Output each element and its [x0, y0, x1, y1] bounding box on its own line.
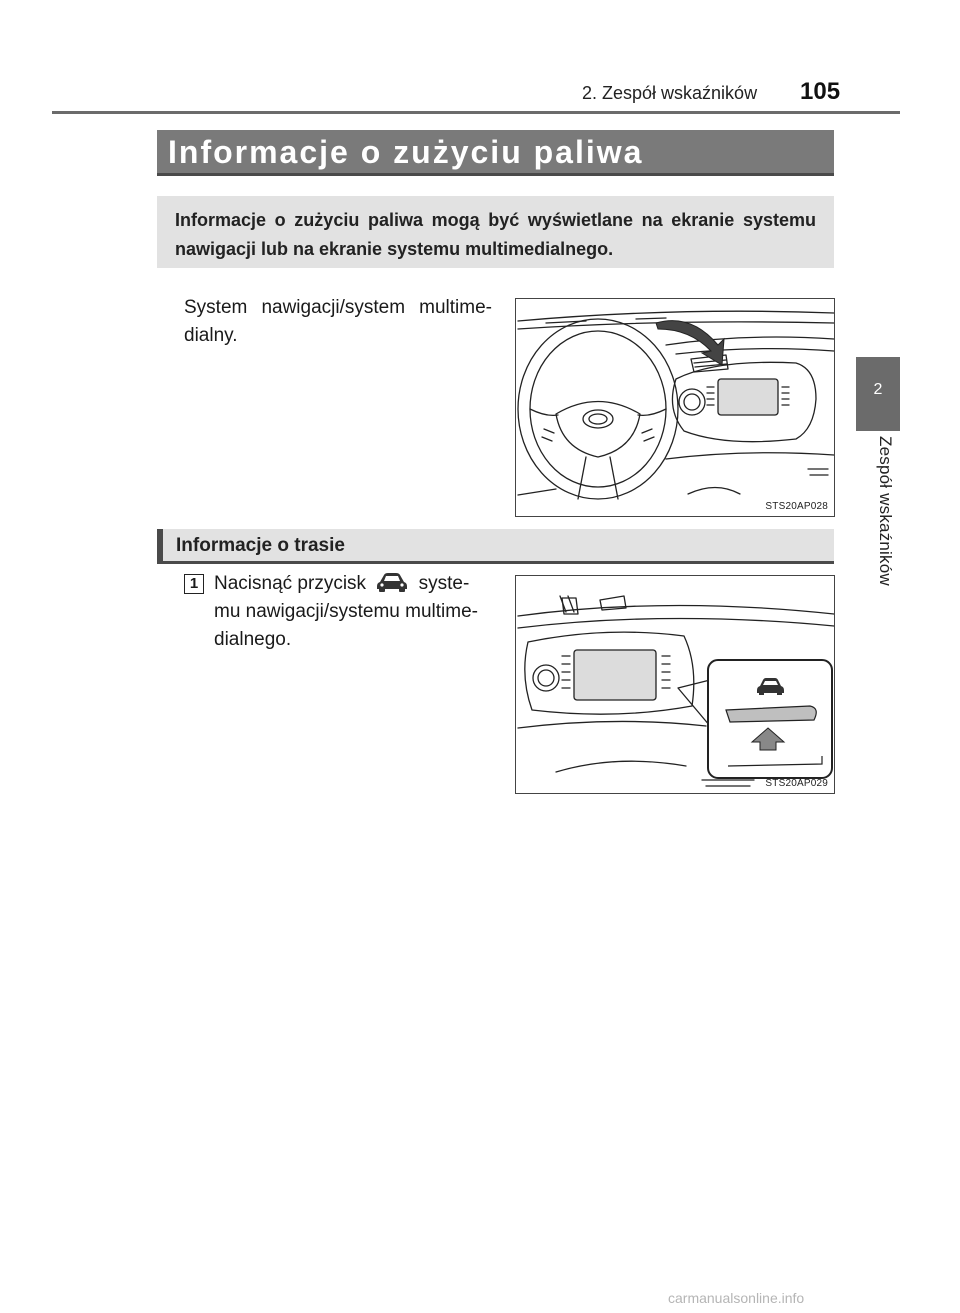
system-paragraph: System nawigacji/system multime-dialny. — [184, 297, 492, 346]
step-text — [214, 570, 492, 654]
step-text-before: Nacisnąć przycisk — [214, 573, 367, 594]
watermark: carmanualsonline.info — [668, 1290, 805, 1306]
step-number: 1 — [184, 574, 204, 594]
head-unit-figure — [515, 575, 835, 794]
chapter-tab-label: Zespół wskaźników — [876, 436, 895, 586]
chapter-title: 2. Zespół wskaźników — [582, 83, 758, 103]
step-text-after: syste-mu nawigacji/systemu multime-dialnego. — [214, 573, 478, 650]
dashboard-figure — [515, 298, 835, 517]
page-number: 105 — [800, 78, 841, 105]
intro-box — [157, 196, 834, 268]
figure-code: STS20AP028 — [765, 501, 828, 512]
chapter-tab-number: 2 — [873, 381, 883, 398]
chapter-tab — [856, 357, 900, 431]
car-icon — [375, 571, 409, 593]
head-unit-illustration — [516, 576, 835, 794]
section-title-bar — [157, 130, 834, 176]
dashboard-illustration — [516, 299, 835, 517]
section-title: Informacje o zużyciu paliwa — [168, 134, 644, 170]
header-divider — [52, 111, 900, 114]
intro-text: Informacje o zużyciu paliwa mogą być wyświetlane na ekranie systemu nawigacji lub na ekranie systemu multimedialnego. — [175, 210, 816, 259]
subsection-title: Informacje o trasie — [176, 535, 345, 556]
subsection-title-bar — [157, 529, 834, 564]
figure-code: STS20AP029 — [765, 778, 828, 789]
